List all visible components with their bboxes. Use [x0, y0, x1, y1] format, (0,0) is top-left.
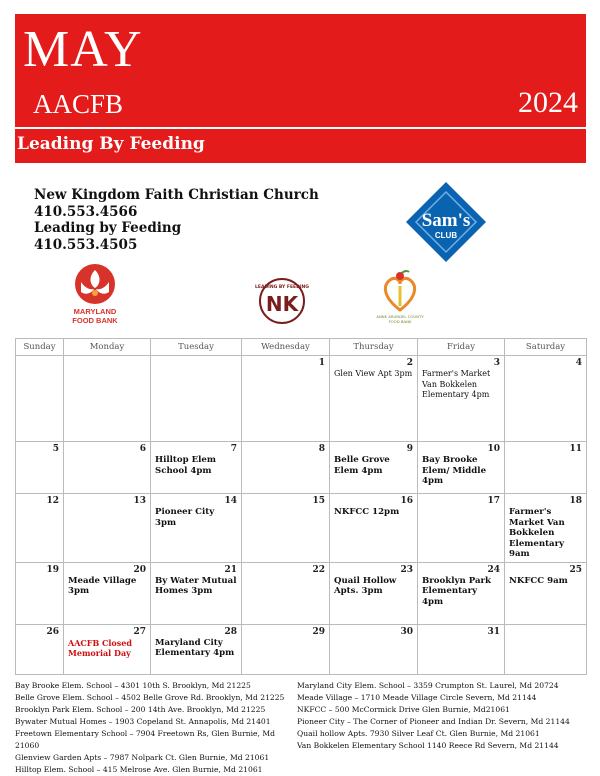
day-number: 6 [139, 444, 146, 454]
address-line: Freetown Elementary School – 7904 Freetown Rs, Glen Burnie, Md 21060 [15, 729, 275, 750]
day-number: 26 [46, 626, 59, 637]
svg-text:ANNE ARUNDEL COUNTY: ANNE ARUNDEL COUNTY [376, 314, 424, 319]
calendar-week [16, 624, 587, 674]
address-line: Maryland City Elem. School – 3359 Crumpton St. Laurel, Md 20724 [297, 681, 559, 690]
holiday-text: AACFB Closed Memorial Day [68, 637, 132, 658]
day-cell [418, 562, 505, 624]
weekday-label: Monday [64, 339, 151, 356]
weekday-label: Friday [418, 339, 505, 356]
day-number: 4 [575, 358, 582, 368]
day-cell [242, 562, 330, 624]
address-line: Van Bokkelen Elementary School 1140 Reece Rd Severn, Md 21144 [297, 741, 559, 750]
address-line: Glenview Garden Apts – 7987 Nolpark Ct. Glen Burnie, Md 21061 [15, 753, 270, 762]
day-cell [151, 562, 242, 624]
day-number: 24 [487, 564, 500, 575]
county-food-bank-logo [372, 264, 428, 326]
day-cell [505, 624, 587, 674]
calendar-week [16, 442, 587, 494]
day-cell [64, 356, 151, 442]
day-cell [242, 442, 330, 494]
day-number: 25 [569, 564, 582, 575]
org-name: AACFB [33, 89, 124, 119]
day-cell [16, 624, 64, 674]
nk-logo [253, 275, 311, 325]
contact-line: Leading by Feeding [34, 220, 182, 236]
day-cell [64, 624, 151, 674]
contact-line: New Kingdom Faith Christian Church [34, 187, 319, 203]
event-text: Hilltop Elem School 4pm [155, 455, 216, 476]
day-cell [16, 494, 64, 563]
day-cell [505, 356, 587, 442]
day-cell [505, 562, 587, 624]
day-number: 3 [493, 358, 500, 368]
svg-text:NK: NK [265, 292, 299, 316]
day-cell [16, 356, 64, 442]
day-number: 21 [224, 564, 237, 575]
day-cell [242, 356, 330, 442]
svg-text:Sam's: Sam's [421, 210, 471, 231]
day-number: 15 [312, 496, 325, 506]
day-number: 19 [46, 564, 59, 575]
day-number: 29 [312, 626, 325, 637]
day-cell [16, 562, 64, 624]
day-cell [64, 494, 151, 563]
day-number: 16 [400, 496, 413, 506]
day-cell [418, 624, 505, 674]
tagline: Leading By Feeding [17, 134, 205, 154]
day-number: 10 [487, 444, 500, 454]
day-cell [418, 442, 505, 494]
day-cell [330, 624, 418, 674]
event-text: Maryland City Elementary 4pm [155, 637, 235, 658]
address-list-right [297, 680, 589, 752]
day-number: 9 [406, 444, 413, 454]
event-text: NKFCC 12pm [334, 507, 400, 517]
event-text: Meade Village 3pm [68, 575, 137, 596]
weekday-label: Thursday [330, 339, 418, 356]
day-number: 20 [133, 564, 146, 575]
maryland-food-bank-logo [54, 262, 136, 326]
day-number: 2 [406, 358, 413, 368]
day-number: 30 [400, 626, 413, 637]
weekday-label: Sunday [16, 339, 64, 356]
svg-text:FOOD BANK: FOOD BANK [72, 316, 118, 325]
day-number: 13 [133, 496, 146, 506]
svg-text:LEADING BY FEEDING: LEADING BY FEEDING [255, 285, 309, 290]
svg-text:CLUB: CLUB [434, 231, 458, 240]
day-cell [330, 562, 418, 624]
address-line: Bay Brooke Elem. School – 4301 10th S. Brooklyn, Md 21225 [15, 681, 251, 690]
day-number: 17 [487, 496, 500, 506]
year-label: 2024 [518, 86, 578, 119]
day-number: 1 [318, 358, 325, 368]
address-line: Pioneer City – The Corner of Pioneer and Indian Dr. Severn, Md 21144 [297, 717, 570, 726]
day-number: 7 [230, 444, 237, 454]
calendar-week [16, 494, 587, 563]
address-line: Hilltop Elem. School – 415 Melrose Ave. Glen Burnie, Md 21061 [15, 765, 263, 774]
svg-text:FOOD BANK: FOOD BANK [388, 319, 412, 324]
calendar-week [16, 356, 587, 442]
day-number: 23 [400, 564, 413, 575]
event-text: Glen View Apt 3pm [334, 369, 413, 378]
day-cell [64, 562, 151, 624]
weekday-label: Wednesday [242, 339, 330, 356]
weekday-label: Tuesday [151, 339, 242, 356]
day-number: 8 [318, 444, 325, 454]
sams-club-logo [404, 180, 488, 264]
event-text: NKFCC 9am [509, 575, 568, 586]
address-line: Quail hollow Apts. 7930 Silver Leaf Ct. Glen Burnie, Md 21061 [297, 729, 540, 738]
address-line: Belle Grove Elem. School – 4502 Belle Grove Rd. Brooklyn, Md 21225 [15, 693, 285, 702]
banner-divider [15, 127, 586, 129]
day-number: 22 [312, 564, 325, 575]
weekday-label: Saturday [505, 339, 587, 356]
event-text: Farmer's Market Van Bokkelen Elementary 9am [509, 507, 565, 559]
calendar-grid [15, 338, 587, 675]
day-cell [330, 494, 418, 563]
event-text: Brooklyn Park Elementary 4pm [422, 575, 491, 607]
event-text: Farmer's Market Van Bokkelen Elementary 4pm [422, 369, 491, 399]
day-cell [242, 624, 330, 674]
day-cell [151, 356, 242, 442]
day-cell [242, 494, 330, 563]
event-text: Quail Hollow Apts. 3pm [334, 575, 397, 596]
day-number: 28 [224, 626, 237, 637]
address-line: Bywater Mutual Homes – 1903 Copeland St. Annapolis, Md 21401 [15, 717, 271, 726]
event-text: Bay Brooke Elem/ Middle 4pm [422, 455, 487, 486]
day-number: 12 [46, 496, 59, 506]
day-cell [330, 442, 418, 494]
day-number: 14 [224, 496, 237, 506]
day-cell [64, 442, 151, 494]
day-cell [330, 356, 418, 442]
day-number: 27 [133, 626, 146, 637]
day-cell [505, 442, 587, 494]
address-line: NKFCC – 500 McCormick Drive Glen Burnie, Md21061 [297, 705, 510, 714]
day-cell [505, 494, 587, 563]
contact-line: 410.553.4505 [34, 236, 138, 253]
day-cell [418, 356, 505, 442]
day-number: 31 [487, 626, 500, 637]
address-line: Brooklyn Park Elem. School – 200 14th Ave. Brooklyn, Md 21225 [15, 705, 266, 714]
month-title: MAY [23, 21, 143, 78]
event-text: Belle Grove Elem 4pm [334, 455, 390, 476]
weekday-header-row [16, 339, 587, 356]
day-number: 5 [52, 444, 59, 454]
svg-text:MARYLAND: MARYLAND [73, 307, 117, 316]
contact-info [34, 187, 319, 253]
day-cell [151, 494, 242, 563]
address-list-left [15, 680, 300, 776]
address-line: Meade Village – 1710 Meade Village Circle Severn, Md 21144 [297, 693, 537, 702]
day-cell [151, 442, 242, 494]
contact-line: 410.553.4566 [34, 203, 138, 220]
event-text: By Water Mutual Homes 3pm [155, 575, 237, 596]
day-number: 18 [569, 496, 582, 506]
calendar-week [16, 562, 587, 624]
day-number: 11 [569, 444, 582, 454]
event-text: Pioneer City 3pm [155, 507, 215, 528]
header-banner [15, 14, 586, 163]
day-cell [418, 494, 505, 563]
day-cell [151, 624, 242, 674]
day-cell [16, 442, 64, 494]
